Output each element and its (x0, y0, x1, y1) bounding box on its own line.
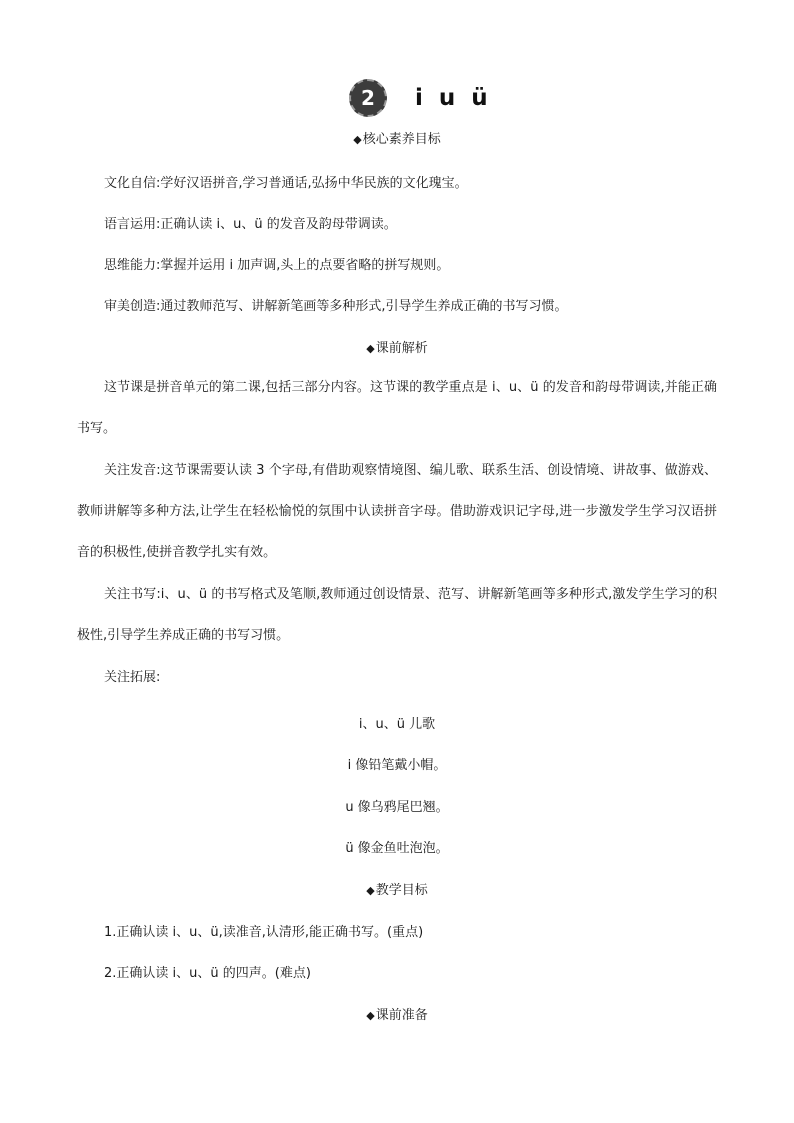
diamond-icon: ◆ (366, 884, 375, 897)
section-heading-core-goals: ◆核心素养目标 (353, 132, 441, 147)
core-goal-item: 语言运用:正确认读 i、u、ü 的发音及韵母带调读。 (104, 217, 397, 232)
analysis-paragraph: 这节课是拼音单元的第二课,包括三部分内容。这节课的教学重点是 i、u、ü 的发音和韵母带调读,并能正确书写。 (77, 380, 717, 436)
rhyme-line: i 像铅笔戴小帽。 (347, 758, 447, 773)
section-heading-teaching-goals: ◆教学目标 (366, 883, 428, 898)
diamond-icon: ◆ (353, 133, 362, 146)
section-heading-preparation: ◆课前准备 (366, 1008, 428, 1023)
lesson-letters: i u ü (415, 85, 492, 111)
analysis-paragraph: 关注发音:这节课需要认读 3 个字母,有借助观察情境图、编儿歌、联系生活、创设情境、讲故事、做游戏、教师讲解等多种方法,让学生在轻松愉悦的氛围中认读拼音字母。借助游戏识记字母,进一步激发学生学习汉语拼音的积极性,使拼音教学扎实有效。 (77, 463, 717, 560)
core-goal-item: 审美创造:通过教师范写、讲解新笔画等多种形式,引导学生养成正确的书写习惯。 (104, 299, 568, 314)
diamond-icon: ◆ (366, 342, 375, 355)
teaching-goal-item: 2.正确认读 i、u、ü 的四声。(难点) (104, 966, 311, 981)
rhyme-line: ü 像金鱼吐泡泡。 (345, 841, 449, 856)
rhyme-title: i、u、ü 儿歌 (358, 717, 436, 732)
analysis-paragraph: 关注书写:i、u、ü 的书写格式及笔顺,教师通过创设情景、范写、讲解新笔画等多种形式,激发学生学习的积极性,引导学生养成正确的书写习惯。 (77, 587, 717, 643)
lesson-title (349, 78, 492, 118)
lesson-number-badge (349, 79, 387, 117)
analysis-paragraph: 关注拓展: (104, 670, 161, 685)
lesson-number: 2 (361, 86, 375, 110)
section-heading-pre-analysis: ◆课前解析 (366, 341, 428, 356)
rhyme-line: u 像乌鸦尾巴翘。 (345, 800, 449, 815)
core-goal-item: 思维能力:掌握并运用 i 加声调,头上的点要省略的拼写规则。 (104, 258, 450, 273)
core-goal-item: 文化自信:学好汉语拼音,学习普通话,弘扬中华民族的文化瑰宝。 (104, 176, 468, 191)
teaching-goal-item: 1.正确认读 i、u、ü,读准音,认清形,能正确书写。(重点) (104, 925, 424, 940)
diamond-icon: ◆ (366, 1009, 375, 1022)
